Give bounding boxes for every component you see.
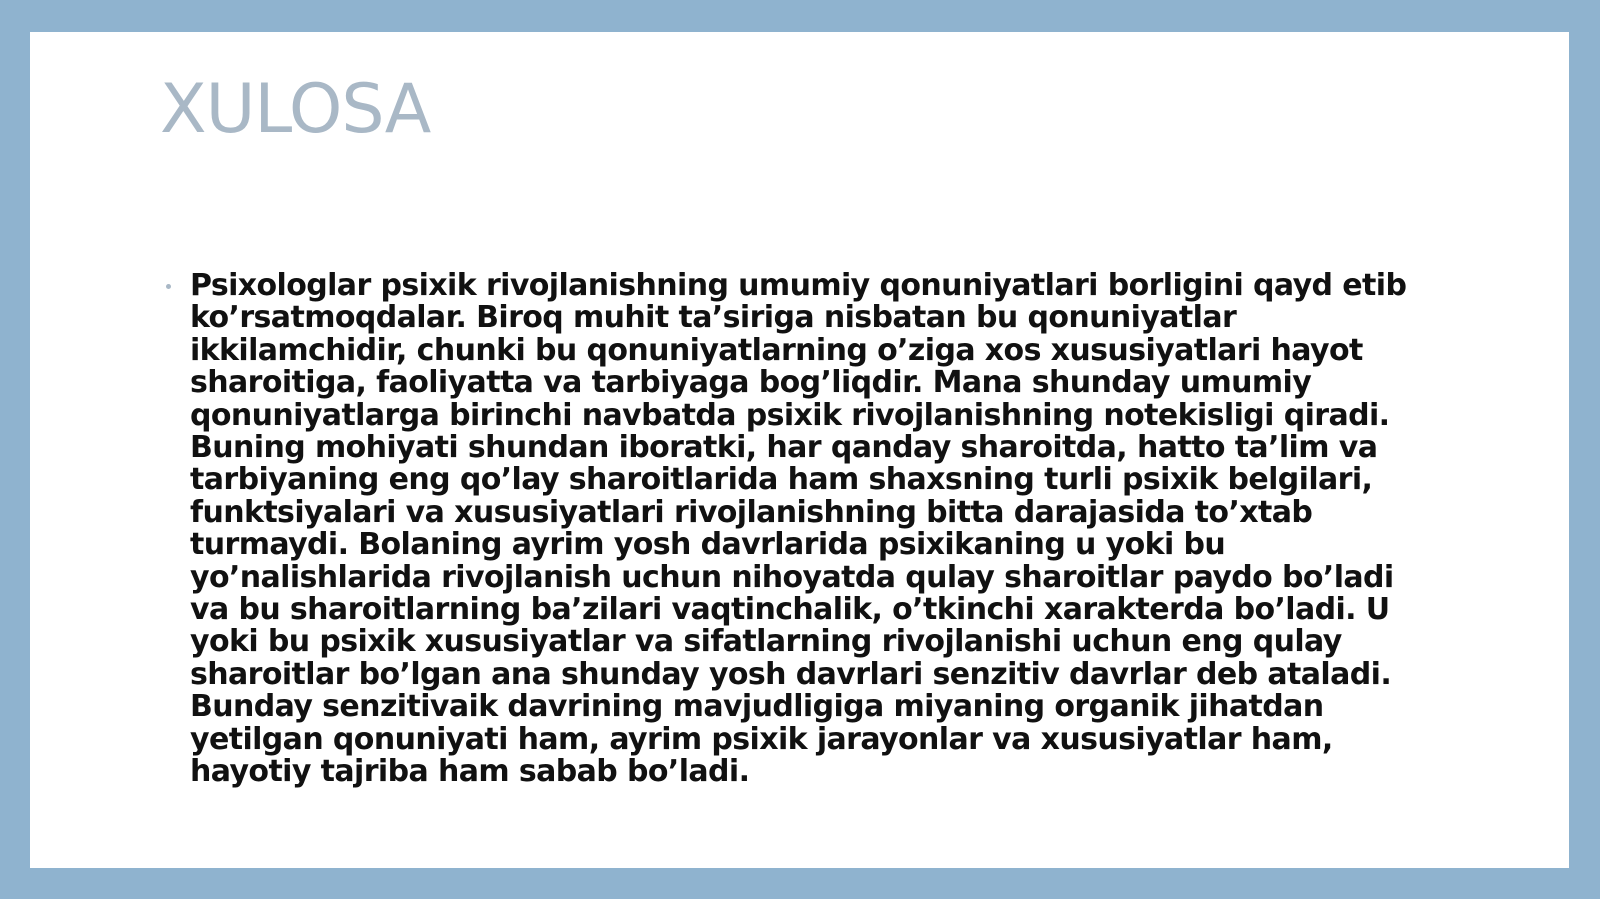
slide-title: XULOSA bbox=[160, 70, 431, 149]
bullet-list bbox=[160, 270, 1460, 789]
bullet-icon bbox=[166, 284, 171, 289]
bullet-paragraph: Psixologlar psixik rivojlanishning umumiy qonuniyatlari borligini qayd etib ko’rsatmoqdalar. Biroq muhit ta’siriga nisbatan bu qonuniyatlar ikkilamchidir, chunki bu qonuniyatlarning o’ziga xos xususiyatlari hayot sharoitiga, faoliyatta va tarbiyaga bog’liqdir. Mana shunday umumiy qonuniyatlarga birinchi navbatda psixik rivojlanishning notekisligi qiradi. Buning mohiyati shundan iboratki, har qanday sharoitda, hatto ta’lim va tarbiyaning eng qo’lay sharoitlarida ham shaxsning turli psixik belgilari, funktsiyalari va xususiyatlari rivojlanishning bitta darajasida to’xtab turmaydi. Bolaning ayrim yosh davrlarida psixikaning u yoki bu yo’nalishlarida rivojlanish uchun nihoyatda qulay sharoitlar paydo bo’ladi va bu sharoitlarning ba’zilari vaqtinchalik, o’tkinchi xarakterda bo’ladi. U yoki bu psixik xususiyatlar va sifatlarning rivojlanishi uchun eng qulay sharoitlar bo’lgan ana shunday yosh davrlari senzitiv davrlar deb ataladi. Bunday senzitivaik davrining mavjudligiga miyaning organik jihatdan yetilgan qonuniyati ham, ayrim psixik jarayonlar va xususiyatlar ham, hayotiy tajriba ham sabab bo’ladi. bbox=[190, 268, 1407, 790]
slide bbox=[30, 32, 1569, 868]
